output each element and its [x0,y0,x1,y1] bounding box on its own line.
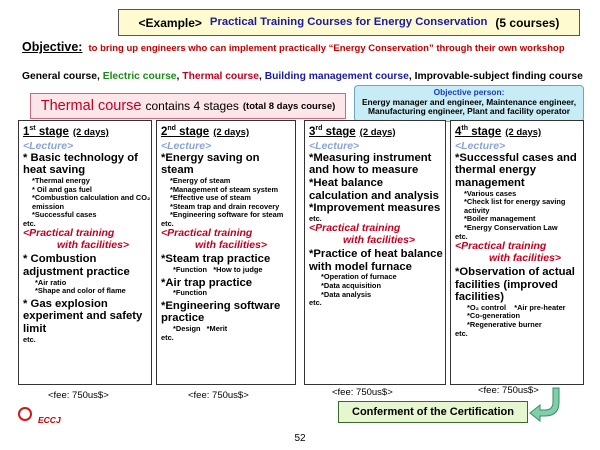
objective-line [22,40,592,54]
lecture-topic: * Basic technology of heat saving [23,151,138,177]
thermal-days: (total 8 days course) [242,100,336,112]
stage-heading [161,125,295,138]
lecture-subtopic: *Boiler management [464,214,536,224]
stage-days: (2 days) [359,126,396,138]
practical-subtopic: *Regenerative burner [467,320,542,330]
etc-label: etc. [161,218,174,228]
etc-label: etc. [455,231,468,241]
objective-person-box [354,85,584,122]
thermal-contains: contains 4 stages [145,99,239,113]
lecture-label: <Lecture> [23,139,74,152]
eccj-logo-icon [18,407,32,421]
stage-ordinal-suffix: th [461,125,469,132]
certification-box: Conferment of the Certification [338,401,528,423]
stage-box-3 [304,120,446,385]
stage-label: stage [468,125,502,138]
etc-label: etc. [455,328,468,338]
practical-subtopic: *Design *Merit [173,324,228,334]
stage-heading [455,125,583,138]
practical-label: <Practical training [455,240,547,253]
stage-ordinal-suffix: nd [167,125,176,132]
stage-ordinal: 3 [309,125,316,138]
objective-person-line: Energy manager and engineer, Maintenance engineer, [361,96,577,107]
course-list-segment: , [176,71,183,82]
stage-fee: <fee: 750us$> [478,385,539,396]
lecture-topic: *Energy saving on steam [161,151,260,177]
practical-subtopic: *Data acquisition [321,281,381,291]
course-list-segment: , Improvable-subject finding course [408,71,583,82]
lecture-subtopic: * Oil and gas fuel [32,184,92,194]
stage-fee: <fee: 750us$> [332,387,393,398]
practical-subtopic: *Function [173,288,208,298]
lecture-subtopic: *Management of steam system [170,184,279,194]
practical-label-cont: with facilities> [57,238,130,251]
lecture-subtopic: *Effective use of steam [170,193,251,203]
page-number: 52 [294,433,306,444]
stage-box-1 [18,120,152,385]
lecture-label: <Lecture> [455,139,506,152]
lecture-subtopic: *Combustion calculation and CO₂ emission [32,193,151,211]
objective-person-line: Manufacturing engineer, Plant and facility operator [368,106,570,116]
lecture-subtopic: *Thermal energy [32,176,90,186]
practical-topic: *Engineering software practice [161,299,281,325]
stage-fee: <fee: 750us$> [188,390,249,401]
lecture-subtopic: *Energy Conservation Law [464,222,558,232]
practical-subtopic: *Co-generation [467,311,520,321]
page-title: Practical Training Courses for Energy Conservation [209,16,488,29]
course-list-segment: , [258,71,265,82]
stage-label: stage [175,125,210,138]
thermal-course-banner [30,93,346,119]
stage-ordinal-suffix: rd [315,125,323,132]
practical-label-cont: with facilities> [343,233,416,246]
objective-person-heading: Objective person: [433,87,505,97]
course-list-segment: Thermal course [182,71,259,82]
lecture-label: <Lecture> [309,139,360,152]
objective-label: Objective: [22,40,83,54]
lecture-subtopic: *Steam trap and drain recovery [170,201,280,211]
stage-box-2 [156,120,296,385]
course-list-segment: Electric course [102,71,177,82]
practical-subtopic: *Shape and color of flame [35,286,126,296]
practical-topic: *Observation of actual facilities (improved facilities) [455,266,575,304]
stage-heading [23,125,151,138]
stage-ordinal: 1 [23,125,30,138]
lecture-subtopic: *Various cases [464,188,517,198]
title-box [118,9,580,36]
practical-subtopic: *O₂ control *Air pre-heater [467,302,566,312]
etc-label: etc. [23,334,36,344]
stage-ordinal: 4 [455,125,462,138]
practical-topic: * Gas explosion experiment and safety limit [23,297,143,336]
stage-ordinal: 2 [161,125,168,138]
stage-days: (2 days) [505,126,542,138]
stage-box-4 [450,120,584,385]
practical-subtopic: *Air ratio [35,277,67,287]
stage-days: (2 days) [213,126,250,138]
stage-label: stage [35,125,69,138]
course-list-segment: General course, [22,71,103,82]
curved-arrow-icon [528,386,562,422]
practical-topic: *Steam trap practice [161,253,271,266]
etc-label: etc. [161,332,174,342]
etc-label: etc. [309,298,322,308]
practical-subtopic: *Data analysis [321,289,372,299]
stage-heading [309,125,445,138]
etc-label: etc. [23,218,36,228]
thermal-course-name: Thermal course [40,98,142,114]
practical-topic: * Combustion adjustment practice [23,253,130,279]
lecture-topic: *Measuring instrument and how to measure *Heat balance calculation and analysis *Improvement measures [309,151,441,215]
title-tag: <Example> [138,15,202,30]
stage-days: (2 days) [72,126,109,138]
practical-label-cont: with facilities> [195,238,268,251]
title-count: (5 courses) [495,15,560,30]
stage-ordinal-suffix: st [29,125,36,132]
practical-label: <Practical training [161,227,253,240]
stage-fee: <fee: 750us$> [48,390,109,401]
course-list-segment: Building management course [264,71,409,82]
logo-text: ECCJ [38,415,61,425]
practical-label-cont: with facilities> [489,251,562,264]
course-list [22,71,594,82]
lecture-subtopic: *Check list for energy saving activity [464,197,566,215]
practical-topic: *Practice of heat balance with model furnace [309,248,443,273]
objective-text: to bring up engineers who can implement practically “Energy Conservation” through their own workshop [88,43,565,54]
lecture-topic: *Successful cases and thermal energy management [455,151,577,190]
lecture-subtopic: *Energy of steam [170,176,231,186]
practical-label: <Practical training [23,227,115,240]
practical-topic: *Air trap practice [161,276,253,289]
lecture-subtopic: *Engineering software for steam [170,210,284,220]
stage-label: stage [322,125,356,138]
practical-subtopic: *Function *How to judge [173,265,263,275]
lecture-label: <Lecture> [161,139,212,152]
practical-label: <Practical training [309,222,401,235]
etc-label: etc. [309,213,322,223]
practical-subtopic: *Operation of furnace [321,272,397,282]
lecture-subtopic: *Successful cases [32,210,97,220]
